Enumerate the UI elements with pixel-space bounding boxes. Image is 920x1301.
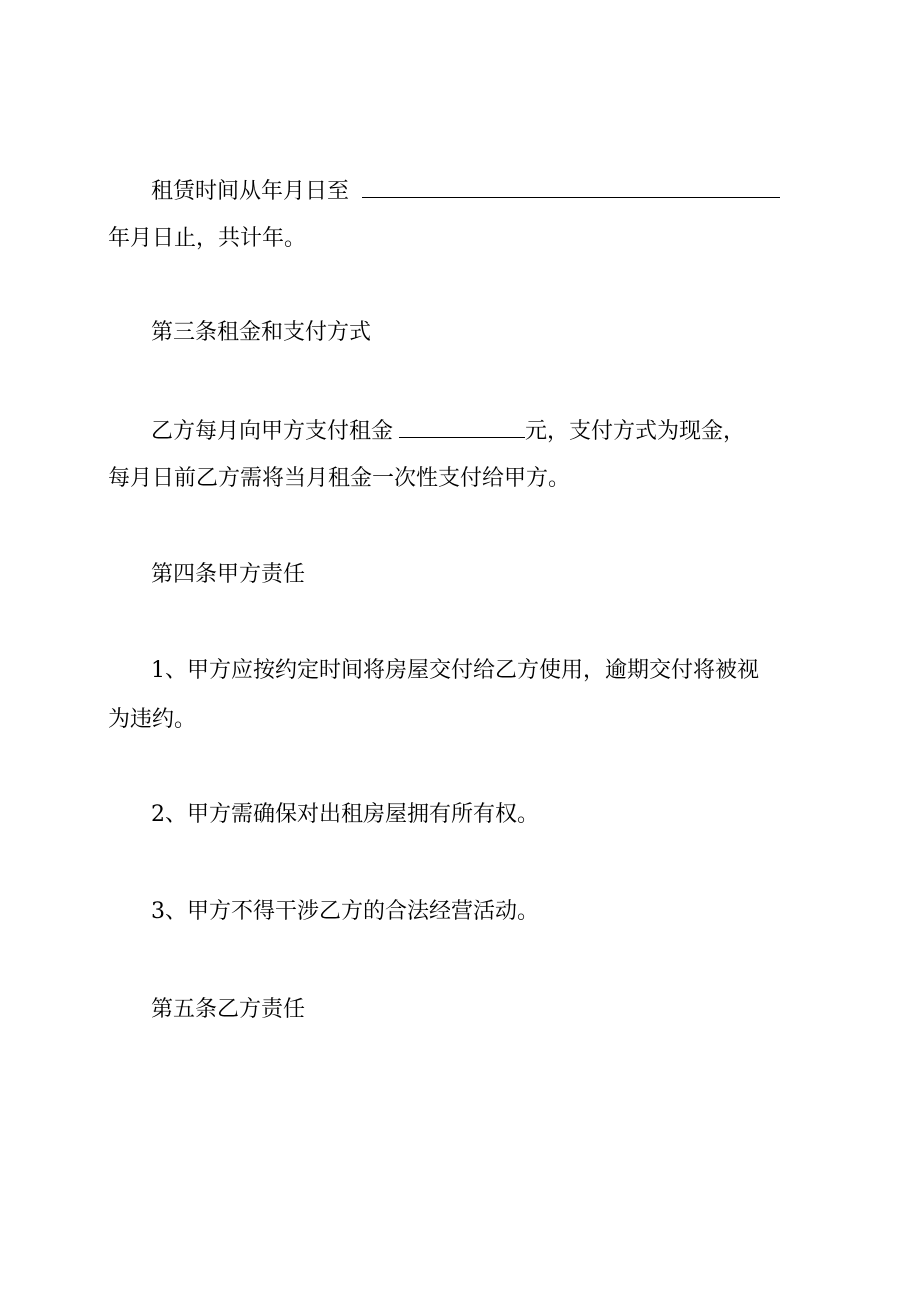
article-4-item-1-line-1: 1、甲方应按约定时间将房屋交付给乙方使用，逾期交付将被视 — [151, 658, 759, 683]
rent-payment-line — [151, 415, 745, 447]
lease-end-date-blank — [362, 175, 780, 198]
article-4-item-1-line-2: 为违约。 — [108, 707, 197, 732]
article-5-heading: 第五条乙方责任 — [151, 997, 306, 1022]
lease-period-continuation: 年月日止，共计年。 — [108, 226, 307, 251]
rent-amount-blank — [399, 415, 525, 438]
article-4-heading: 第四条甲方责任 — [151, 562, 306, 587]
rent-payment-suffix: 元，支付方式为现金， — [525, 419, 746, 444]
article-4-item-3: 3、甲方不得干涉乙方的合法经营活动。 — [151, 899, 539, 924]
rent-payment-deadline: 每月日前乙方需将当月租金一次性支付给甲方。 — [108, 466, 571, 491]
rent-payment-prefix: 乙方每月向甲方支付租金 — [151, 419, 394, 444]
article-3-heading: 第三条租金和支付方式 — [151, 320, 372, 345]
lease-period-line — [151, 175, 780, 207]
article-4-item-2: 2、甲方需确保对出租房屋拥有所有权。 — [151, 802, 539, 827]
lease-period-prefix: 租赁时间从年月日至 — [151, 179, 350, 204]
